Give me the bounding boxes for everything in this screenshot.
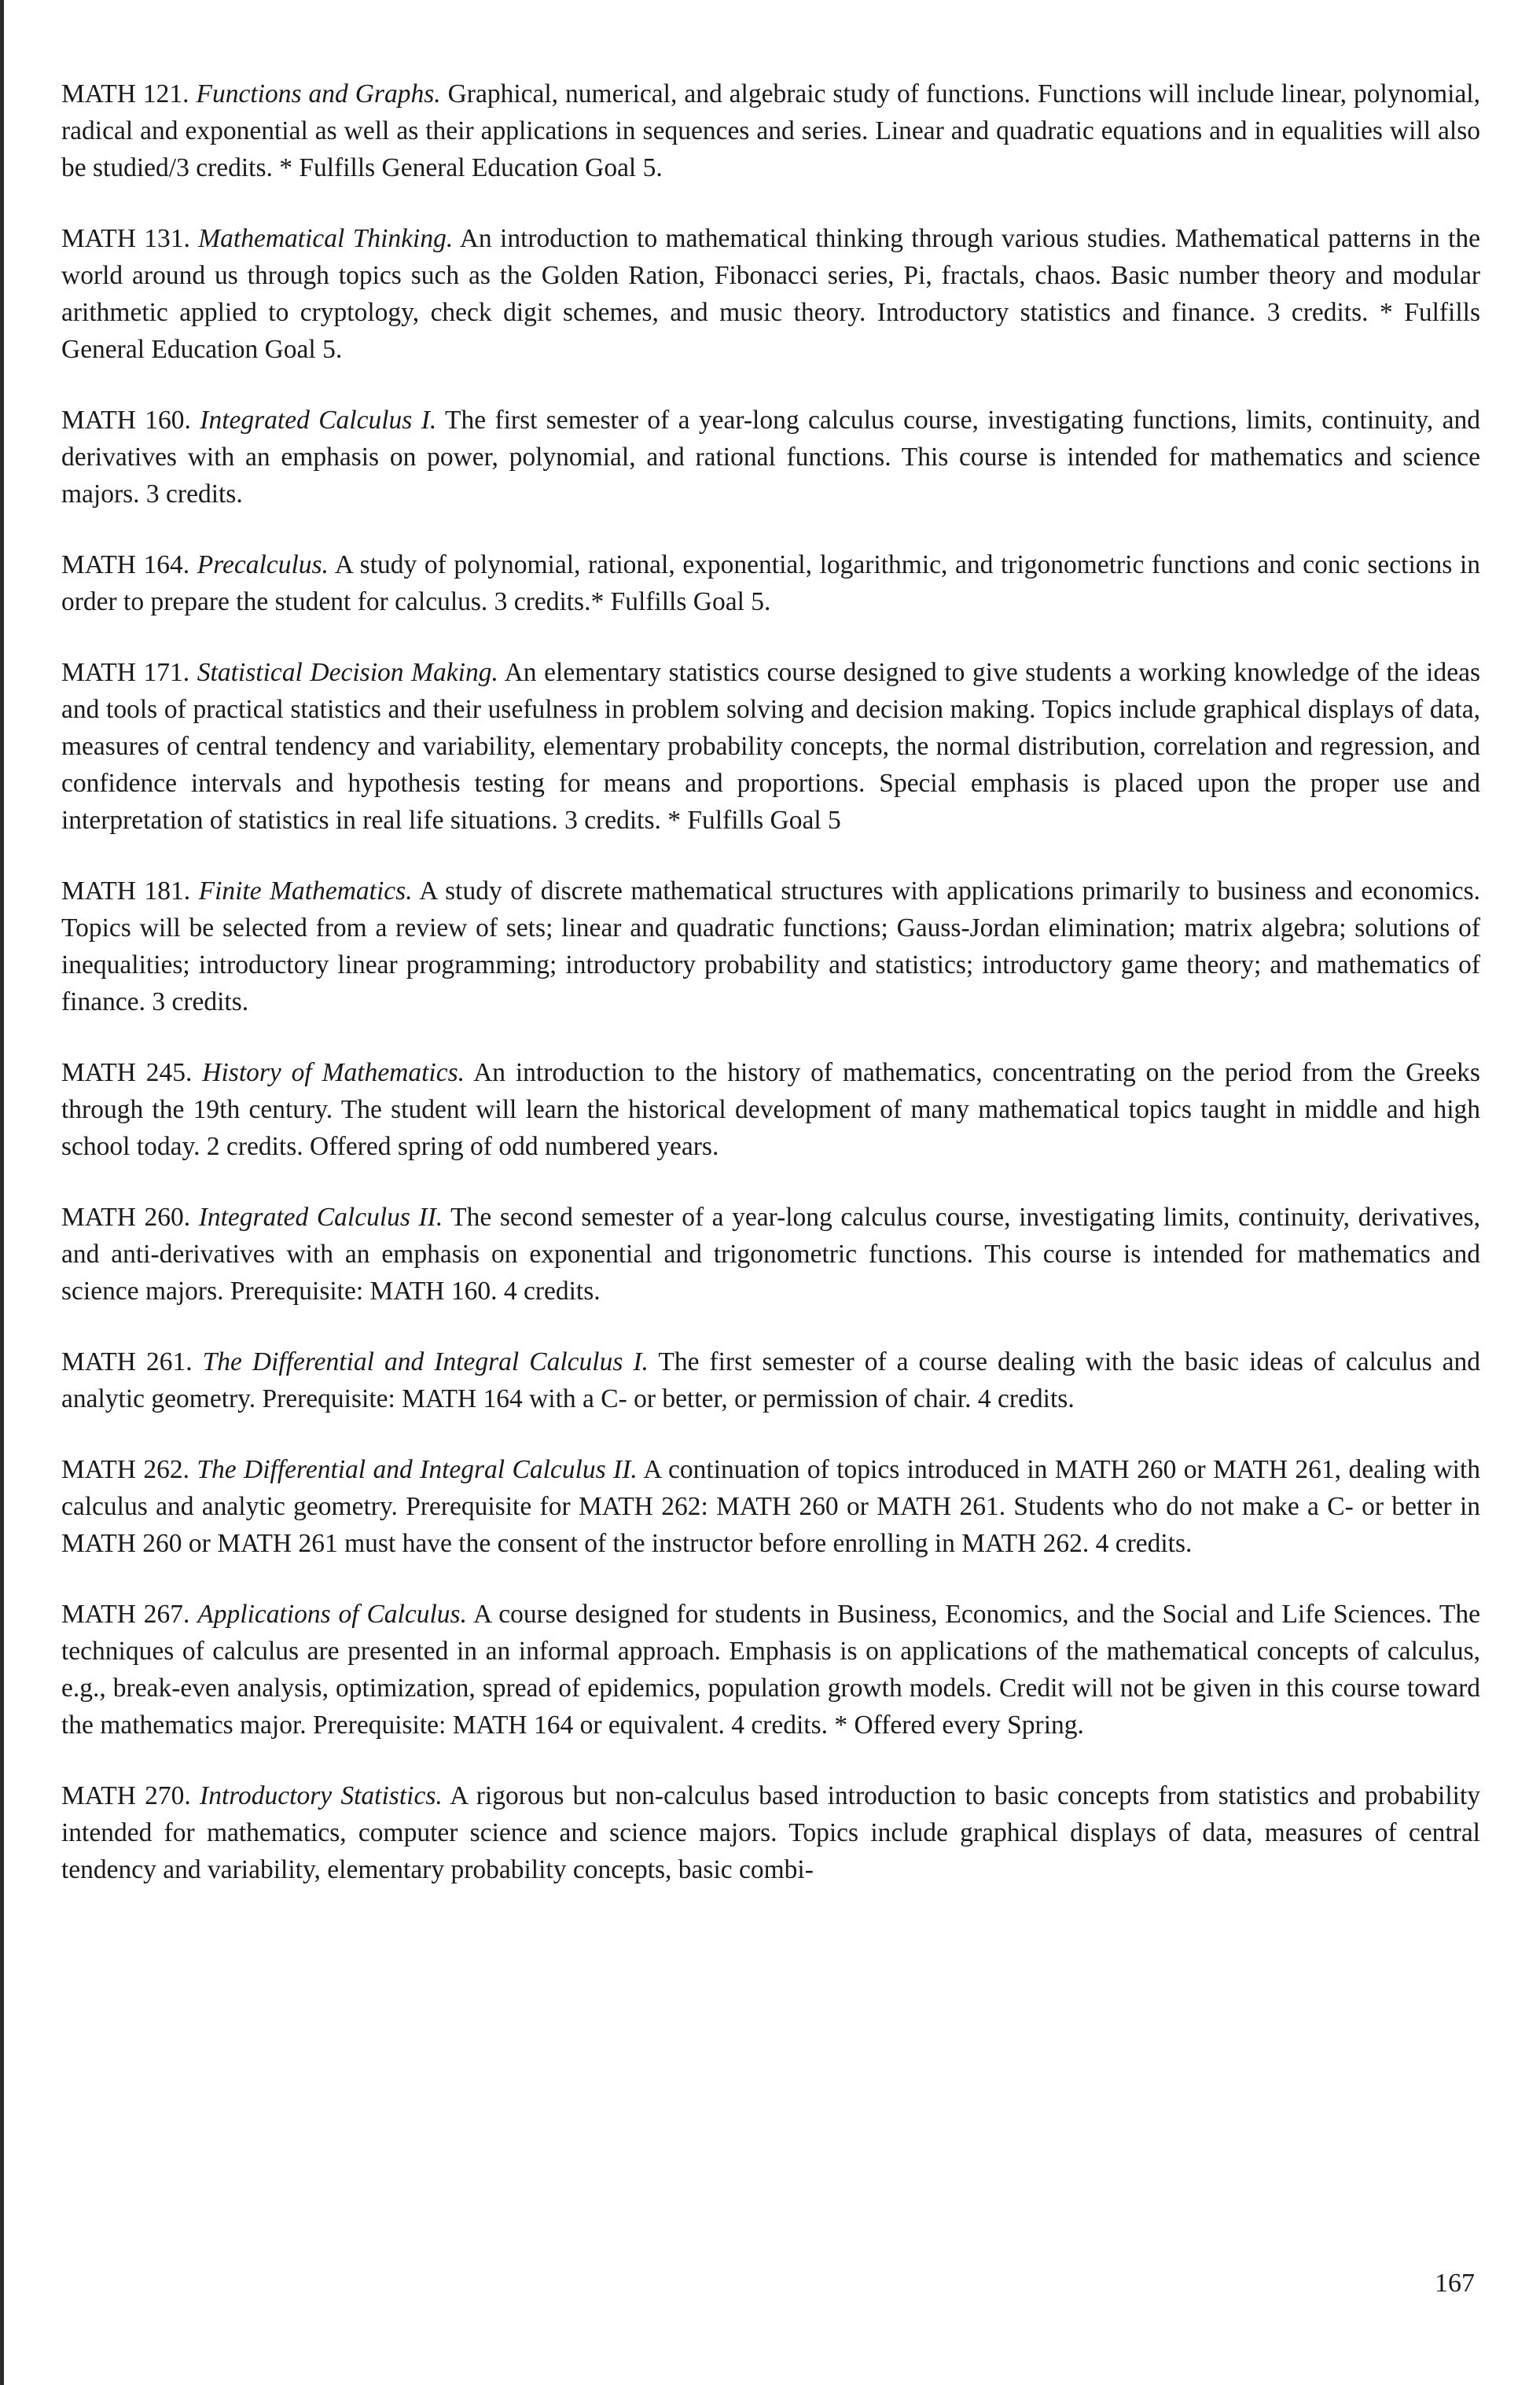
course-description: A study of discrete mathematical structures with applications primarily to business and economics. Topics will be selected from a review of sets; linear and quadratic functions; Gauss-Jordan elimination; matrix algebra; solutions of inequalities; introductory linear programming; introductory probability and statistics; introductory game theory; and mathematics of finance. 3 credits. bbox=[61, 876, 1480, 1016]
page-number: 167 bbox=[1435, 2269, 1475, 2298]
course-code: MATH 160. bbox=[61, 406, 191, 435]
course-entry-math-262 bbox=[61, 1451, 1480, 1562]
course-catalog-page bbox=[61, 75, 1480, 1922]
course-description: A course designed for students in Business, Economics, and the Social and Life Sciences. The techniques of calculus are presented in an informal approach. Emphasis is on applications of the mathematical concepts of calculus, e.g., break-even analysis, optimization, spread of epidemics, population growth models. Credit will not be given in this course toward the mathematics major. Prerequisite: MATH 164 or equivalent. 4 credits. * Offered every Spring. bbox=[61, 1600, 1480, 1740]
course-entry-math-260 bbox=[61, 1199, 1480, 1310]
course-title: Applications of Calculus. bbox=[197, 1600, 467, 1629]
course-title: Statistical Decision Making. bbox=[197, 658, 498, 687]
course-description: An introduction to mathematical thinking through various studies. Mathematical patterns in the world around us through topics such as the Golden Ration, Fibonacci series, Pi, fractals, chaos. Basic number theory and modular arithmetic applied to cryptology, check digit schemes, and music theory. Introductory statistics and finance. 3 credits. * Fulfills General Education Goal 5. bbox=[61, 224, 1480, 364]
course-entry-math-131 bbox=[61, 220, 1480, 368]
course-entry-math-160 bbox=[61, 402, 1480, 513]
course-entry-math-121 bbox=[61, 75, 1480, 186]
course-description: The second semester of a year-long calculus course, investigating limits, continuity, derivatives, and anti-derivatives with an emphasis on exponential and trigonometric functions. This course is intended for mathematics and science majors. Prerequisite: MATH 160. 4 credits. bbox=[61, 1203, 1480, 1306]
course-entry-math-171 bbox=[61, 654, 1480, 839]
course-code: MATH 245. bbox=[61, 1058, 193, 1087]
course-code: MATH 260. bbox=[61, 1203, 191, 1232]
course-description: An elementary statistics course designed to give students a working knowledge of the ideas and tools of practical statistics and their usefulness in problem solving and decision making. Topics include graphical displays of data, measures of central tendency and variability, elementary probability concepts, the normal distribution, correlation and regression, and confidence intervals and hypothesis testing for means and proportions. Special emphasis is placed upon the proper use and interpretation of statistics in real life situations. 3 credits. * Fulfills Goal 5 bbox=[61, 658, 1480, 835]
course-entry-math-261 bbox=[61, 1343, 1480, 1417]
course-description: The first semester of a course dealing with the basic ideas of calculus and analytic geometry. Prerequisite: MATH 164 with a C- or better, or permission of chair. 4 credits. bbox=[61, 1347, 1480, 1413]
course-code: MATH 171. bbox=[61, 658, 190, 687]
course-title: Integrated Calculus II. bbox=[198, 1203, 443, 1232]
page-binding-edge bbox=[0, 0, 4, 2385]
course-title: Mathematical Thinking. bbox=[198, 224, 454, 253]
course-title: History of Mathematics. bbox=[202, 1058, 465, 1087]
course-code: MATH 270. bbox=[61, 1781, 191, 1810]
course-title: Functions and Graphs. bbox=[196, 79, 441, 108]
course-description: An introduction to the history of mathematics, concentrating on the period from the Greeks through the 19th century. The student will learn the historical development of many mathematical topics taught in middle and high school today. 2 credits. Offered spring of odd numbered years. bbox=[61, 1058, 1480, 1161]
course-title: Finite Mathematics. bbox=[198, 876, 413, 906]
course-entry-math-181 bbox=[61, 873, 1480, 1020]
course-code: MATH 261. bbox=[61, 1347, 193, 1376]
course-description: A rigorous but non-calculus based introduction to basic concepts from statistics and probability intended for mathematics, computer science and science majors. Topics include graphical displays of data, measures of central tendency and variability, elementary probability concepts, basic combi- bbox=[61, 1781, 1481, 1884]
course-entry-math-164 bbox=[61, 546, 1480, 620]
course-code: MATH 267. bbox=[61, 1600, 190, 1629]
course-title: The Differential and Integral Calculus II. bbox=[197, 1455, 638, 1484]
course-title: Precalculus. bbox=[197, 550, 329, 579]
course-code: MATH 164. bbox=[61, 550, 190, 579]
course-title: Introductory Statistics. bbox=[200, 1781, 443, 1810]
course-entry-math-270 bbox=[61, 1777, 1480, 1888]
course-code: MATH 262. bbox=[61, 1455, 189, 1484]
course-code: MATH 121. bbox=[61, 79, 189, 108]
course-description: A study of polynomial, rational, exponential, logarithmic, and trigonometric functions and conic sections in order to prepare the student for calculus. 3 credits.* Fulfills Goal 5. bbox=[61, 550, 1481, 616]
course-description: Graphical, numerical, and algebraic study of functions. Functions will include linear, polynomial, radical and exponential as well as their applications in sequences and series. Linear and quadratic equations and in equalities will also be studied/3 credits. * Fulfills General Education Goal 5. bbox=[61, 79, 1480, 182]
course-code: MATH 131. bbox=[61, 224, 190, 253]
course-description: A continuation of topics introduced in MATH 260 or MATH 261, dealing with calculus and analytic geometry. Prerequisite for MATH 262: MATH 260 or MATH 261. Students who do not make a C- or better in MATH 260 or MATH 261 must have the consent of the instructor before enrolling in MATH 262. 4 credits. bbox=[61, 1455, 1481, 1558]
course-code: MATH 181. bbox=[61, 876, 191, 906]
course-title: Integrated Calculus I. bbox=[200, 406, 437, 435]
course-title: The Differential and Integral Calculus I. bbox=[202, 1347, 649, 1376]
course-entry-math-267 bbox=[61, 1596, 1480, 1744]
course-entry-math-245 bbox=[61, 1054, 1480, 1165]
course-description: The first semester of a year-long calculus course, investigating functions, limits, continuity, and derivatives with an emphasis on power, polynomial, and rational functions. This course is intended for mathematics and science majors. 3 credits. bbox=[61, 406, 1480, 509]
